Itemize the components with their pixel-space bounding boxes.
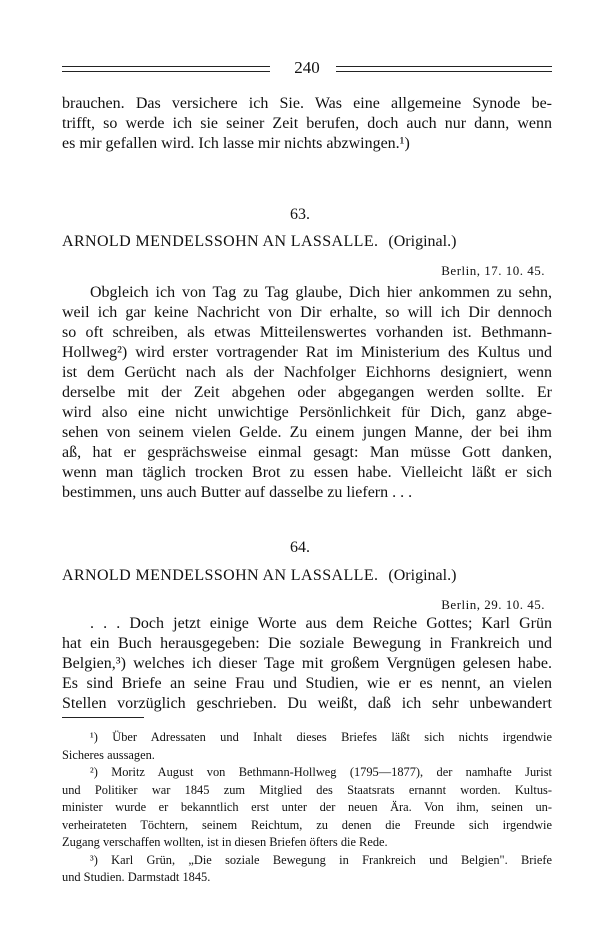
header-rule-right [336, 66, 552, 72]
footnote-line: Zugang verschaffen wollten, ist in diesen Briefen öfters die Rede. [62, 835, 388, 849]
text-line: trifft, so werde ich sie seiner Zeit berufen, doch auch nur dann, wenn [62, 115, 552, 132]
letter-63-number: 63. [290, 206, 310, 223]
text-line: aß, hat er gesprächsweise einmal gesagt: Man müsse Gott danken, [62, 444, 552, 461]
text-line: Obgleich ich von Tag zu Tag glaube, Dich hier ankommen zu sehn, [90, 284, 552, 301]
text-line: weil ich gar keine Nachricht von Dir erhalte, so will ich Dir dennoch [62, 304, 552, 321]
letter-64-heading [62, 566, 552, 586]
footnotes [62, 729, 552, 887]
letter-63-heading [62, 232, 552, 252]
text-line: es mir gefallen wird. Ich lasse mir nichts abzwingen.¹) [62, 135, 410, 152]
original-note: (Original.) [388, 233, 457, 250]
text-line: so oft schreiben, als etwas Mitteilenswertes vorhanden ist. Bethmann- [62, 324, 552, 341]
footnote-line: ¹) Über Adressaten und Inhalt dieses Briefes läßt sich nichts irgendwie [90, 730, 552, 744]
page-number: 240 [294, 58, 320, 77]
text-line: sehen von seinem vielen Gelde. Zu einem jungen Manne, der bei ihm [62, 424, 552, 441]
footnote-line: und Studien. Darmstadt 1845. [62, 870, 211, 884]
text-line: Hollweg²) wird erster vortragender Rat im Ministerium des Kultus und [62, 344, 552, 361]
footnote-line: ²) Moritz August von Bethmann-Hollweg (1795—1877), der namhafte Jurist [90, 765, 552, 779]
text-line: brauchen. Das versichere ich Sie. Was eine allgemeine Synode be- [62, 95, 552, 112]
letter-63-dateline: Berlin, 17. 10. 45. [441, 263, 545, 278]
footnote-divider [62, 717, 144, 718]
original-note: (Original.) [388, 567, 457, 584]
page-header [62, 58, 552, 82]
letter-64-number: 64. [290, 539, 310, 556]
footnote-line: Sicheres aussagen. [62, 747, 155, 762]
letter-heading-text: ARNOLD MENDELSSOHN AN LASSALLE. [62, 233, 379, 250]
letter-heading-text: ARNOLD MENDELSSOHN AN LASSALLE. [62, 567, 379, 584]
text-line: bestimmen, uns auch Butter auf dasselbe zu liefern . . . [62, 484, 413, 501]
letter-63-body [62, 283, 552, 503]
letter-64-dateline: Berlin, 29. 10. 45. [441, 597, 545, 612]
footnote-line: minister wurde er bekanntlich erst unter der neuen Ära. Von ihm, seinen un- [62, 800, 552, 814]
footnote-line: und Politiker war 1845 zum Mitglied des Staatsrats ernannt worden. Kultus- [62, 782, 552, 797]
continued-paragraph [62, 94, 552, 154]
letter-64-body [62, 614, 552, 714]
text-line: Stellen vorzüglich geschrieben. Du weißt, daß ich sehr unbewandert [62, 695, 552, 712]
text-line: Belgien,³) welches ich dieser Tage mit großem Vergnügen gelesen habe. [62, 655, 552, 672]
text-line: . . . Doch jetzt einige Worte aus dem Reiche Gottes; Karl Grün [90, 615, 552, 632]
text-line: derselbe mit der Zeit abgehen oder abgegangen werden sollte. Er [62, 384, 552, 401]
text-line: hat ein Buch herausgegeben: Die soziale Bewegung in Frankreich und [62, 635, 552, 652]
text-line: wenn man täglich trocken Brot zu essen habe. Vielleicht läßt er sich [62, 464, 552, 481]
text-line: wird also eine nicht unwichtige Persönlichkeit für Dich, ganz abge- [62, 404, 552, 421]
text-line: Es sind Briefe an seine Frau und Studien, wie er es nennt, an vielen [62, 675, 552, 692]
footnote-line: verheirateten Töchtern, seinem Reichtum, zu denen die Freunde sich irgendwie [62, 817, 552, 832]
text-line: ist dem Gerücht nach als der Nachfolger Eichhorns designiert, wenn [62, 364, 552, 381]
footnote-line: ³) Karl Grün, „Die soziale Bewegung in Frankreich und Belgien". Briefe [90, 852, 552, 867]
